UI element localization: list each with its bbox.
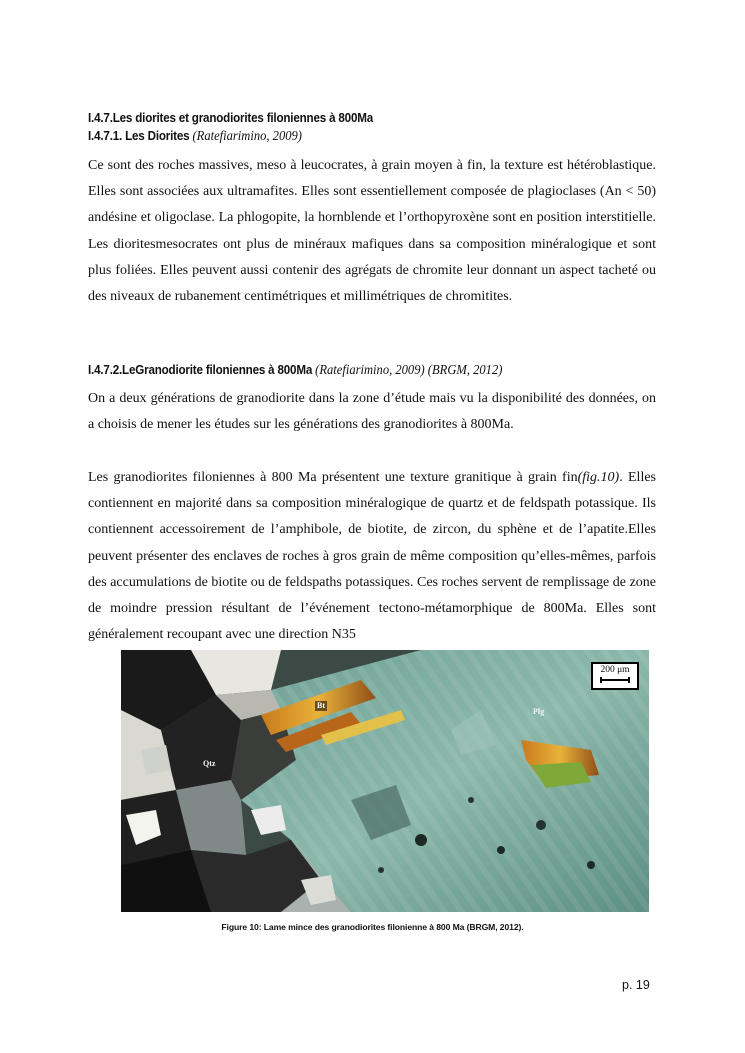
- subsection-citation: (Ratefiarimino, 2009) (BRGM, 2012): [315, 362, 503, 377]
- figure-caption: Figure 10: Lame mince des granodiorites filonienne à 800 Ma (BRGM, 2012).: [221, 922, 524, 932]
- subsection-heading-diorites: [88, 128, 302, 144]
- page-number: p. 19: [622, 978, 650, 992]
- paragraph-text: . Elles contiennent en majorité dans sa composition minéralogique de quartz et de feldspath potassique. Ils contiennent accessoirement de l’amphibole, de biotite, de zircon, du sphène et de l’apatite.Elles peuvent présenter des enclaves de roches à gros grain de même composition qu’elles-mêmes, parfois des accumulations de biotite ou de feldspaths potassiques. Ces roches servent de remplissage de zone de moindre pression résultant de l’événement tectono-métamorphique de 800Ma. Elles sont généralement recoupant avec une direction N35: [88, 470, 656, 643]
- mineral-label-plagioclase: Plg: [533, 707, 545, 716]
- section-title: I.4.7.Les diorites et granodiorites filoniennes à 800Ma: [88, 111, 374, 125]
- paragraph-text: Les granodiorites filoniennes à 800 Ma présentent une texture granitique à grain fin: [88, 470, 578, 485]
- scale-bar: [591, 662, 639, 690]
- subsection-title: I.4.7.1. Les Diorites: [88, 129, 190, 143]
- mineral-label-biotite: Bt: [317, 701, 325, 710]
- subsection-citation: (Ratefiarimino, 2009): [192, 128, 302, 143]
- subsection-title: I.4.7.2.LeGranodiorite filoniennes à 800Ma: [88, 363, 313, 377]
- section-heading: [88, 111, 373, 125]
- figure-reference: (fig.10): [577, 470, 620, 485]
- granodiorite-paragraph-1: On a deux générations de granodiorite dans la zone d’étude mais vu la disponibilité des données, on a choisis de mener les études sur les générations des granodiorites à 800Ma.: [88, 391, 656, 433]
- scale-bar-line: [602, 679, 628, 681]
- thin-section-micrograph: [121, 650, 649, 912]
- subsection-heading-granodiorite: [88, 362, 502, 378]
- granodiorite-paragraph-2: [88, 465, 656, 648]
- diorites-paragraph: Ce sont des roches massives, meso à leucocrates, à grain moyen à fin, la texture est hétéroblastique. Elles sont associées aux ultramafites. Elles sont essentiellement composée de plagioclases (An < 50) andésine et oligoclase. La phlogopite, la hornblende et l’orthopyroxène sont en position interstitielle. Les dioritesmesocrates ont plus de minéraux mafiques dans sa composition minéralogique et sont plus foliées. Elles peuvent aussi contenir des agrégats de chromite leur donnant un aspect tacheté ou des niveaux de rubanement centimétriques et millimétriques de chromitites.: [88, 158, 656, 305]
- mineral-label-quartz: Qtz: [203, 759, 216, 768]
- scale-bar-label: 200 μm: [600, 665, 630, 675]
- micrograph-image: [121, 650, 649, 912]
